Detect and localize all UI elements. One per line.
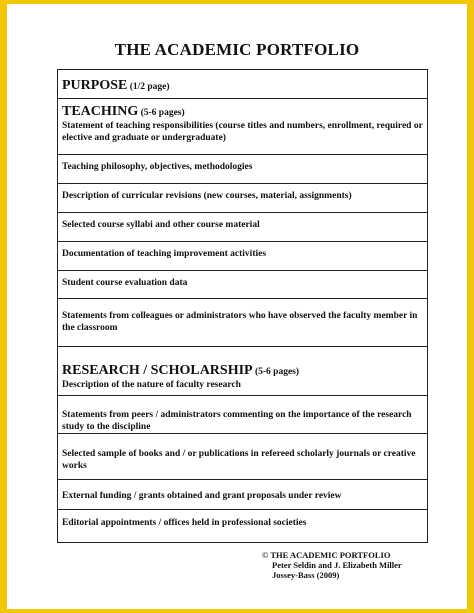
purpose-row [58,70,427,99]
research-row [58,396,427,434]
teaching-row [58,213,427,242]
credit-title: © THE ACADEMIC PORTFOLIO [262,550,391,560]
teaching-row [58,155,427,184]
research-item: Selected sample of books and / or publications in refereed scholarly journals or creative works [62,449,416,471]
research-item: External funding / grants obtained and grant proposals under review [62,491,342,501]
teaching-row-responsibilities [58,99,427,155]
teaching-note: (5-6 pages) [140,108,185,118]
research-row [58,434,427,480]
teaching-heading: TEACHING [62,104,139,119]
teaching-row [58,271,427,299]
teaching-item: Selected course syllabi and other course material [62,220,260,230]
research-row [58,510,427,542]
research-item: Editorial appointments / offices held in professional societies [62,518,307,528]
teaching-item: Teaching philosophy, objectives, methodologies [62,162,253,172]
purpose-note: (1/2 page) [129,82,170,92]
research-item: Statements from peers / administrators commenting on the importance of the research study to the discipline [62,410,412,432]
teaching-row [58,242,427,271]
research-item: Description of the nature of faculty research [62,380,241,390]
page-title: THE ACADEMIC PORTFOLIO [114,40,360,59]
copyright-credit [262,550,402,580]
teaching-row [58,184,427,213]
purpose-heading: PURPOSE [62,78,128,93]
teaching-row [58,299,427,347]
research-row [58,480,427,510]
document-page [7,4,467,609]
credit-authors: Peter Seldin and J. Elizabeth Miller [272,560,402,570]
teaching-item: Documentation of teaching improvement activities [62,249,267,259]
teaching-item: Statement of teaching responsibilities (course titles and numbers, enrollment, required or elective and graduate or undergraduate) [62,121,423,143]
research-note: (5-6 pages) [254,367,300,377]
teaching-item: Student course evaluation data [62,278,188,288]
research-row-nature [58,347,427,396]
teaching-item: Description of curricular revisions (new courses, material, assignments) [62,191,352,201]
research-heading: RESEARCH / SCHOLARSHIP [62,363,253,378]
credit-publisher: Jossey-Bass (2009) [272,570,340,580]
portfolio-table [57,69,428,543]
teaching-item: Statements from colleagues or administrators who have observed the faculty member in the classroom [62,311,418,333]
